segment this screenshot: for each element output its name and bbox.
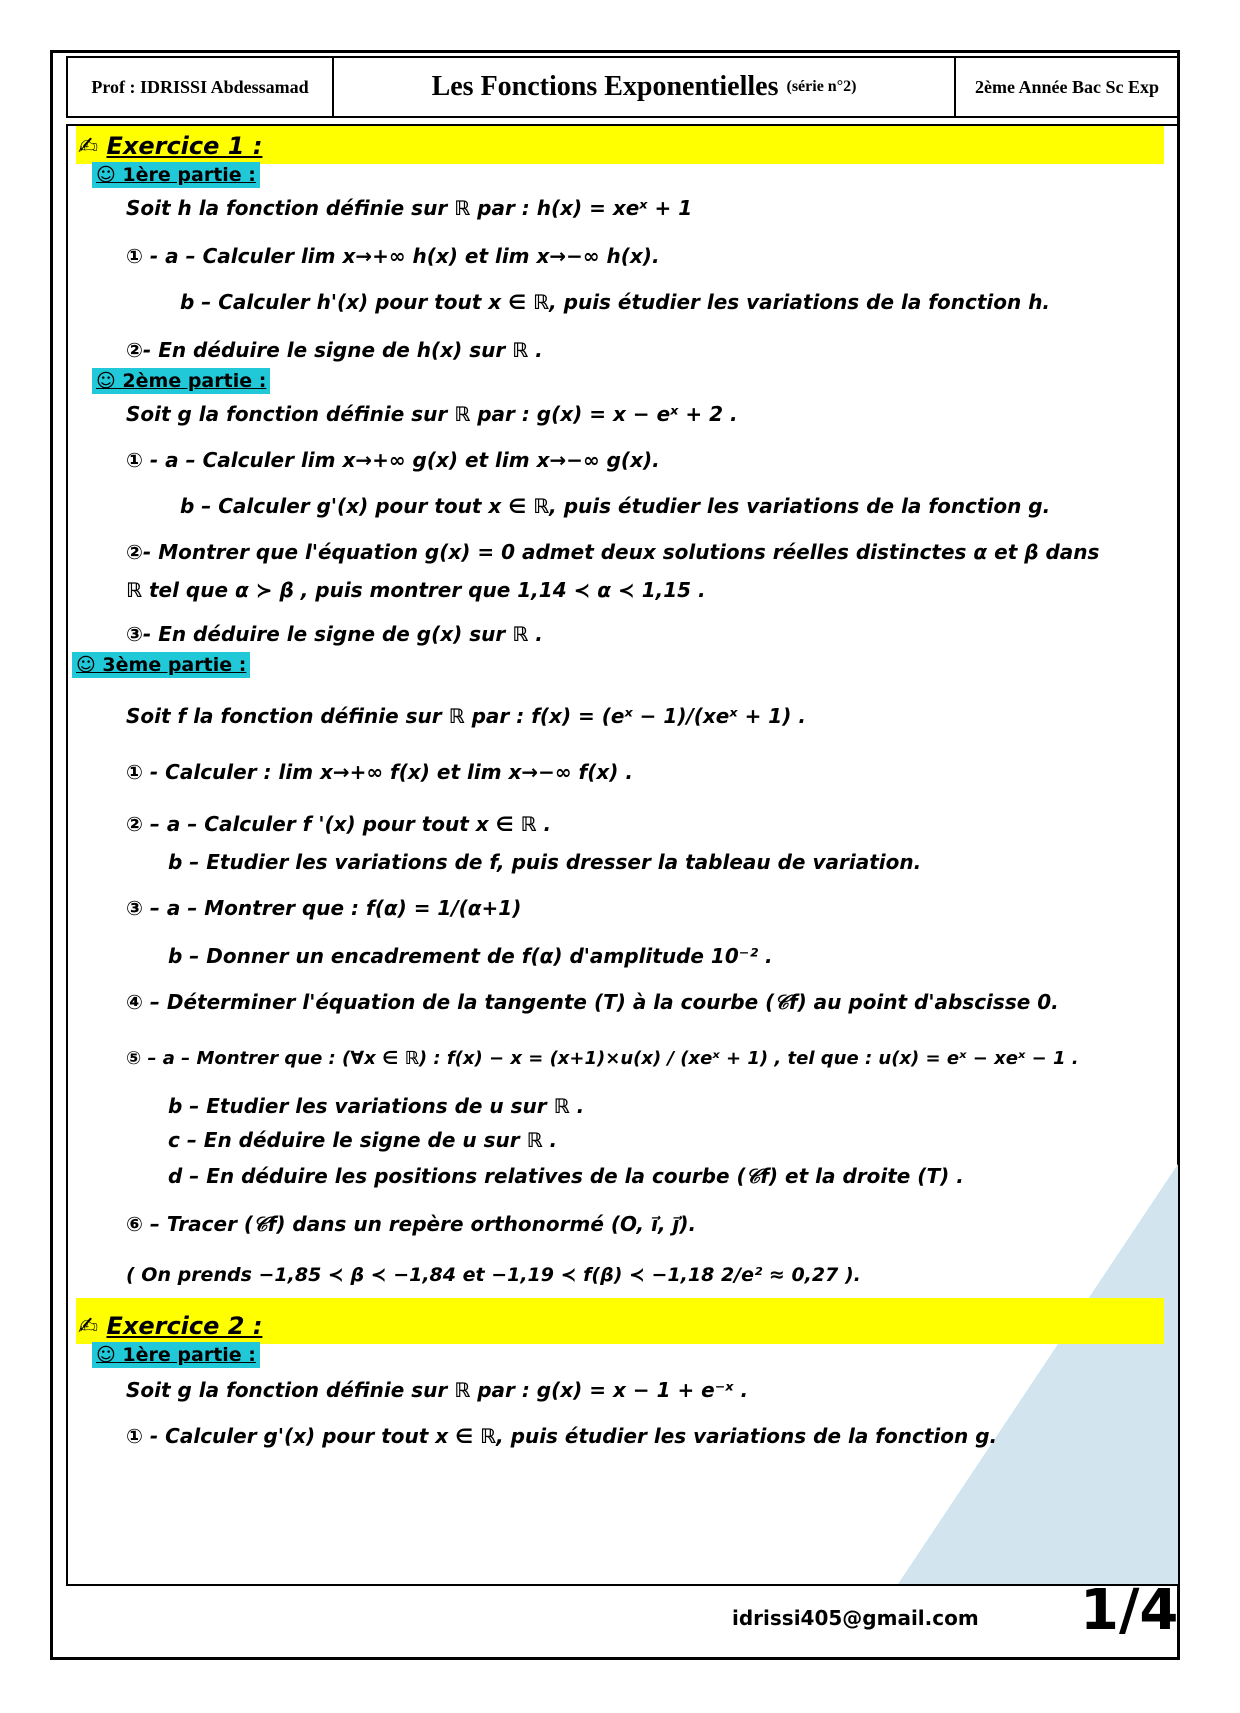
- ex1-p2-line6: ③- En déduire le signe de g(x) sur ℝ .: [126, 622, 543, 646]
- document-title: [334, 58, 956, 116]
- ex1-p2-line4: ②- Montrer que l'équation g(x) = 0 admet deux solutions réelles distinctes α et β dans: [126, 540, 1100, 564]
- ex2-p1-line2: ① - Calculer g'(x) pour tout x ∈ ℝ, puis étudier les variations de la fonction g.: [126, 1424, 998, 1448]
- ex1-p3-line1: Soit f la fonction définie sur ℝ par : f(x) = (eˣ − 1)/(xeˣ + 1) .: [126, 704, 806, 728]
- author-label: Prof : IDRISSI Abdessamad: [68, 58, 334, 116]
- ex1-p3-line3: ② – a – Calculer f '(x) pour tout x ∈ ℝ .: [126, 812, 552, 836]
- ex1-p2-line1: Soit g la fonction définie sur ℝ par : g(x) = x − eˣ + 2 .: [126, 402, 738, 426]
- ex1-p3-line7: ④ – Déterminer l'équation de la tangente (T) à la courbe (𝒞f) au point d'abscisse 0.: [126, 990, 1059, 1014]
- ex1-p3-line6: b – Donner un encadrement de f(α) d'amplitude 10⁻² .: [168, 944, 773, 968]
- document-header: [66, 56, 1180, 118]
- ex1-p3-line2: ① - Calculer : lim x→+∞ f(x) et lim x→−∞ f(x) .: [126, 760, 633, 784]
- corner-decoration: [898, 1164, 1178, 1584]
- ex1-p1-line4: ②- En déduire le signe de h(x) sur ℝ .: [126, 338, 543, 362]
- ex2-part1-label: ☺ 1ère partie :: [92, 1342, 260, 1368]
- content-frame: [66, 124, 1180, 1586]
- ex1-p3-line9: b – Etudier les variations de u sur ℝ .: [168, 1094, 585, 1118]
- ex1-p3-line8: ⑤ – a – Montrer que : (∀x ∈ ℝ) : f(x) − x = (x+1)×u(x) / (xeˣ + 1) , tel que : u(x) = eˣ − xeˣ − 1 .: [126, 1048, 1079, 1069]
- ex1-p1-line2: ① - a – Calculer lim x→+∞ h(x) et lim x→−∞ h(x).: [126, 244, 660, 268]
- ex1-p3-line4: b – Etudier les variations de f, puis dresser la tableau de variation.: [168, 850, 922, 874]
- page-number: 1/4: [1080, 1578, 1179, 1643]
- ex1-part2-label: ☺ 2ème partie :: [92, 368, 270, 394]
- ex1-p2-line5: ℝ tel que α ≻ β , puis montrer que 1,14 ≺ α ≺ 1,15 .: [126, 578, 706, 602]
- ex1-p2-line3: b – Calculer g'(x) pour tout x ∈ ℝ, puis étudier les variations de la fonction g.: [180, 494, 1051, 518]
- exercise-2-title: ✍ Exercice 2 :: [78, 1312, 263, 1340]
- ex1-p2-line2: ① - a – Calculer lim x→+∞ g(x) et lim x→−∞ g(x).: [126, 448, 660, 472]
- series-label: (série n°2): [786, 78, 857, 95]
- title-text: Les Fonctions Exponentielles: [431, 71, 779, 102]
- exercise-1-title: ✍ Exercice 1 :: [78, 132, 263, 160]
- ex1-part3-label: ☺ 3ème partie :: [72, 652, 250, 678]
- ex1-p3-line5: ③ – a – Montrer que : f(α) = 1/(α+1): [126, 896, 522, 920]
- ex2-p1-line1: Soit g la fonction définie sur ℝ par : g(x) = x − 1 + e⁻ˣ .: [126, 1378, 749, 1402]
- ex1-part1-label: ☺ 1ère partie :: [92, 162, 260, 188]
- pencil-icon: ✍: [78, 1312, 99, 1340]
- pencil-icon: ✍: [78, 132, 99, 160]
- ex1-p3-line13: ( On prends −1,85 ≺ β ≺ −1,84 et −1,19 ≺ f(β) ≺ −1,18 2/e² ≈ 0,27 ).: [126, 1264, 861, 1286]
- ex1-p3-line11: d – En déduire les positions relatives de la courbe (𝒞f) et la droite (T) .: [168, 1164, 964, 1188]
- ex1-p3-line10: c – En déduire le signe de u sur ℝ .: [168, 1128, 558, 1152]
- ex1-p1-line1: Soit h la fonction définie sur ℝ par : h(x) = xeˣ + 1: [126, 196, 693, 220]
- author-email: idrissi405@gmail.com: [732, 1606, 979, 1630]
- class-label: 2ème Année Bac Sc Exp: [975, 76, 1159, 97]
- ex1-p1-line3: b – Calculer h'(x) pour tout x ∈ ℝ, puis étudier les variations de la fonction h.: [180, 290, 1051, 314]
- ex1-p3-line12: ⑥ – Tracer (𝒞f) dans un repère orthonormé (O, i⃗, j⃗).: [126, 1212, 697, 1236]
